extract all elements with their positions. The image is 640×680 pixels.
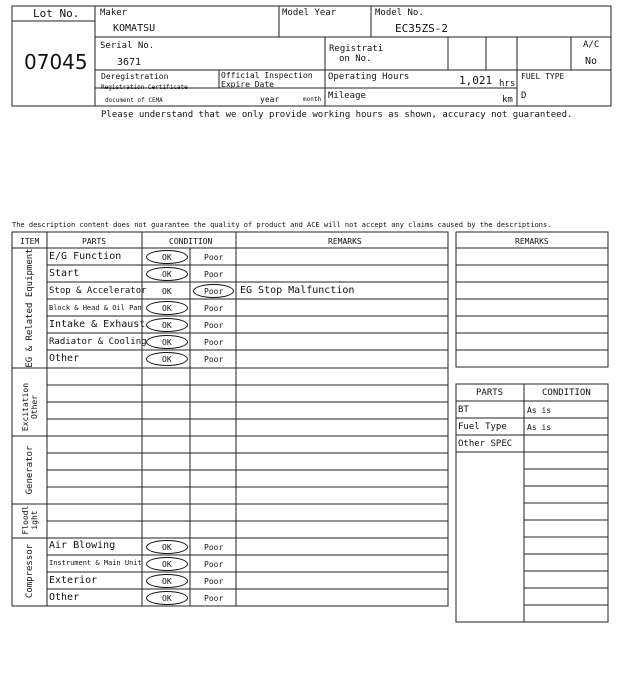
month-label: month xyxy=(303,96,322,103)
poor-option[interactable]: Poor xyxy=(204,543,224,552)
poor-option[interactable]: Poor xyxy=(204,321,224,330)
part-block-head-oil-pan: Block & Head & Oil Pan xyxy=(49,304,142,312)
side-condition-fuel-type: As is xyxy=(527,423,552,432)
side-condition-header: CONDITION xyxy=(542,388,591,398)
col-condition-header: CONDITION xyxy=(169,237,213,246)
part-eg-function: E/G Function xyxy=(49,251,122,262)
part-other-compressor: Other xyxy=(49,592,80,603)
group-eg-label: EG & Related Equipment xyxy=(25,248,35,368)
ok-option[interactable]: OK xyxy=(162,355,172,364)
part-stop-accelerator: Stop & Accelerator xyxy=(49,286,147,296)
side-part-bt: BT xyxy=(458,405,469,415)
side-part-fuel-type: Fuel Type xyxy=(458,422,507,432)
ok-option[interactable]: OK xyxy=(162,543,172,552)
description-note: The description content does not guarantee the quality of product and ACE will not accept any claims caused by the descriptions. xyxy=(12,221,552,229)
col-parts-header: PARTS xyxy=(82,237,107,246)
part-radiator-cooling: Radiator & Cooling xyxy=(49,337,147,347)
ac-value: No xyxy=(585,56,598,67)
fuel-type-label: FUEL TYPE xyxy=(521,72,565,81)
poor-option[interactable]: Poor xyxy=(204,253,224,262)
registration-certificate-label: Registration Certificate xyxy=(101,84,188,91)
accuracy-disclaimer: Please understand that we only provide working hours as shown, accuracy not guaranteed. xyxy=(101,110,573,120)
part-air-blowing: Air Blowing xyxy=(49,540,116,551)
ok-option[interactable]: OK xyxy=(162,287,172,296)
operating-hours-label: Operating Hours xyxy=(328,72,410,82)
ok-option[interactable]: OK xyxy=(162,270,172,279)
part-instrument-main-unit: Instrument & Main Unit xyxy=(49,559,142,567)
poor-option[interactable]: Poor xyxy=(204,338,224,347)
lot-label: Lot No. xyxy=(33,7,80,20)
cema-document-label: document of CEMA xyxy=(105,97,163,104)
ok-option[interactable]: OK xyxy=(162,594,172,603)
side-condition-bt: As is xyxy=(527,406,552,415)
part-exterior: Exterior xyxy=(49,575,98,586)
maker-label: Maker xyxy=(100,8,128,18)
km-unit: km xyxy=(502,95,513,105)
poor-option[interactable]: Poor xyxy=(204,577,224,586)
ok-option[interactable]: OK xyxy=(162,304,172,313)
registration-label: Registrati xyxy=(329,44,384,54)
group-compressor-label: Compressor xyxy=(25,543,35,599)
ok-option[interactable]: OK xyxy=(162,560,172,569)
poor-option[interactable]: Poor xyxy=(204,594,224,603)
ac-label: A/C xyxy=(583,40,600,50)
lot-number: 07045 xyxy=(24,50,88,74)
year-label: year xyxy=(260,95,280,104)
deregistration-label: Deregistration xyxy=(101,72,169,81)
fuel-type-value: D xyxy=(521,91,527,101)
ok-option[interactable]: OK xyxy=(162,577,172,586)
maker-value: KOMATSU xyxy=(113,23,156,34)
inspection-label-2: Expire Date xyxy=(221,80,274,89)
poor-option[interactable]: Poor xyxy=(204,287,224,296)
group-floodlight-label: Floodl ight xyxy=(21,505,39,535)
group-excitation-label: Excitation Other xyxy=(21,382,39,432)
side-part-other-spec: Other SPEC xyxy=(458,439,513,449)
model-no-value: EC35ZS-2 xyxy=(395,22,448,35)
part-start: Start xyxy=(49,268,80,279)
remarks-eg-stop: EG Stop Malfunction xyxy=(240,285,355,296)
operating-hours-value: 1,021 xyxy=(459,74,493,87)
col-remarks-header: REMARKS xyxy=(328,237,362,246)
ok-option[interactable]: OK xyxy=(162,338,172,347)
serial-label: Serial No. xyxy=(100,41,155,51)
right-remarks-header: REMARKS xyxy=(515,237,549,246)
part-other: Other xyxy=(49,353,80,364)
poor-option[interactable]: Poor xyxy=(204,270,224,279)
poor-option[interactable]: Poor xyxy=(204,560,224,569)
model-year-label: Model Year xyxy=(282,8,337,18)
ok-option[interactable]: OK xyxy=(162,321,172,330)
side-parts-header: PARTS xyxy=(476,388,504,398)
mileage-label: Mileage xyxy=(328,91,366,101)
hrs-unit: hrs xyxy=(499,79,516,89)
model-no-label: Model No. xyxy=(375,8,424,18)
inspection-label: Official Inspection xyxy=(221,71,313,80)
poor-option[interactable]: Poor xyxy=(204,355,224,364)
registration-label-2: on No. xyxy=(339,54,372,64)
serial-value: 3671 xyxy=(117,57,142,68)
ok-option[interactable]: OK xyxy=(162,253,172,262)
col-item-header: ITEM xyxy=(20,237,40,246)
part-intake-exhaust: Intake & Exhaust xyxy=(49,319,146,330)
poor-option[interactable]: Poor xyxy=(204,304,224,313)
group-generator-label: Generator xyxy=(25,445,35,495)
